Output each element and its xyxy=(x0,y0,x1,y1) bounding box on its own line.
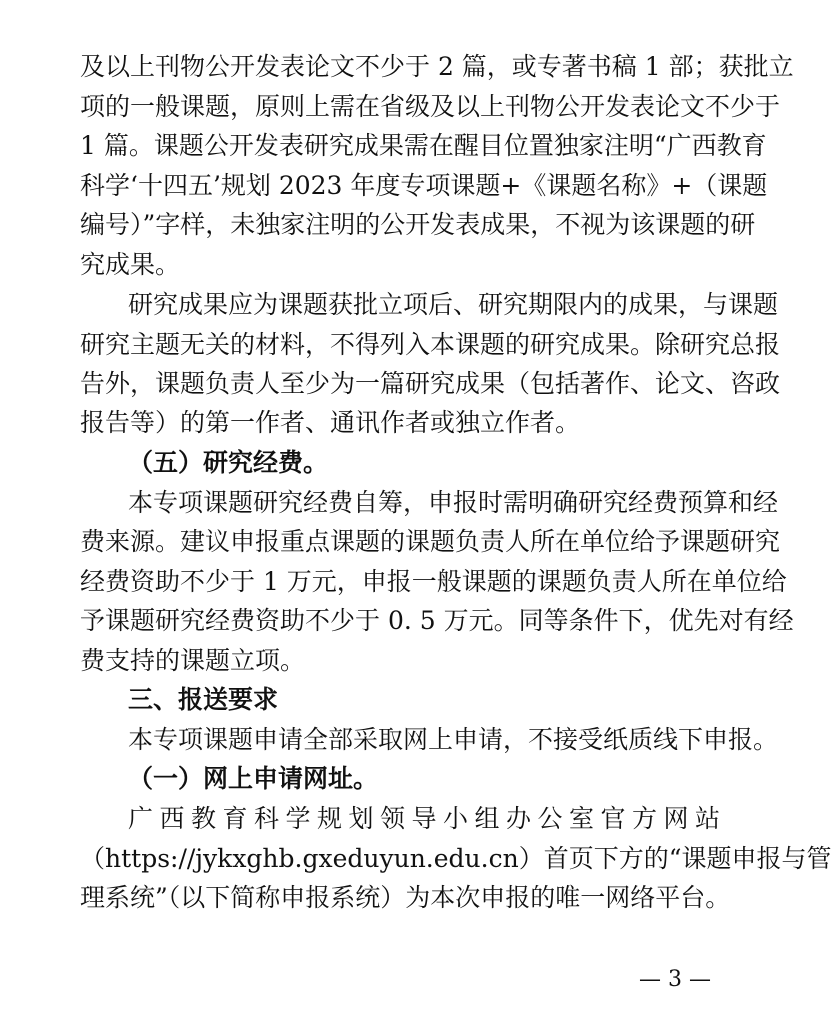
paragraph-line: 本专项课题研究经费自筹，申报时需明确研究经费预算和经 xyxy=(128,488,779,517)
paragraph-line: 及以上刊物公开发表论文不少于 2 篇，或专著书稿 1 部；获批立 xyxy=(80,52,794,81)
paragraph-line: 项的一般课题，原则上需在省级及以上刊物公开发表论文不少于 xyxy=(80,92,781,121)
paragraph-line: 费来源。建议申报重点课题的课题负责人所在单位给予课题研究 xyxy=(80,527,781,556)
paragraph-line: 费支持的课题立项。 xyxy=(80,646,306,675)
paragraph-line: 报告等）的第一作者、通讯作者或独立作者。 xyxy=(80,408,581,437)
page-number: — 3 — xyxy=(639,967,711,992)
paragraph-line: 理系统”（以下简称申报系统）为本次申报的唯一网络平台。 xyxy=(80,883,731,912)
subheading-online-application-url: （一）网上申请网址。 xyxy=(128,764,379,793)
paragraph-line-with-url: （https://jykxghb.gxeduyun.edu.cn）首页下方的“课题申报与管 xyxy=(80,844,831,873)
section-heading-submission-requirements: 三、报送要求 xyxy=(128,685,279,714)
paragraph-line: 本专项课题申请全部采取网上申请，不接受纸质线下申报。 xyxy=(128,725,779,754)
paragraph-line: 编号）”字样，未独家注明的公开发表成果，不视为该课题的研 xyxy=(80,210,756,239)
paragraph-line: 研究主题无关的材料，不得列入本课题的研究成果。除研究总报 xyxy=(80,330,781,359)
paragraph-line: 经费资助不少于 1 万元，申报一般课题的课题负责人所在单位给 xyxy=(80,567,787,596)
paragraph-line: 告外，课题负责人至少为一篇研究成果（包括著作、论文、咨政 xyxy=(80,369,781,398)
paragraph-line: 广西教育科学规划领导小组办公室官方网站 xyxy=(128,804,720,833)
paragraph-line: 研究成果应为课题获批立项后、研究期限内的成果，与课题 xyxy=(128,290,779,319)
paragraph-line: 1 篇。课题公开发表研究成果需在醒目位置独家注明“广西教育 xyxy=(80,131,767,160)
paragraph-line: 予课题研究经费资助不少于 0. 5 万元。同等条件下，优先对有经 xyxy=(80,606,794,635)
paragraph-line: 科学‘十四五’规划 2023 年度专项课题+《课题名称》+（课题 xyxy=(80,171,768,200)
paragraph-line: 究成果。 xyxy=(80,250,181,279)
subheading-research-funding: （五）研究经费。 xyxy=(128,448,329,477)
